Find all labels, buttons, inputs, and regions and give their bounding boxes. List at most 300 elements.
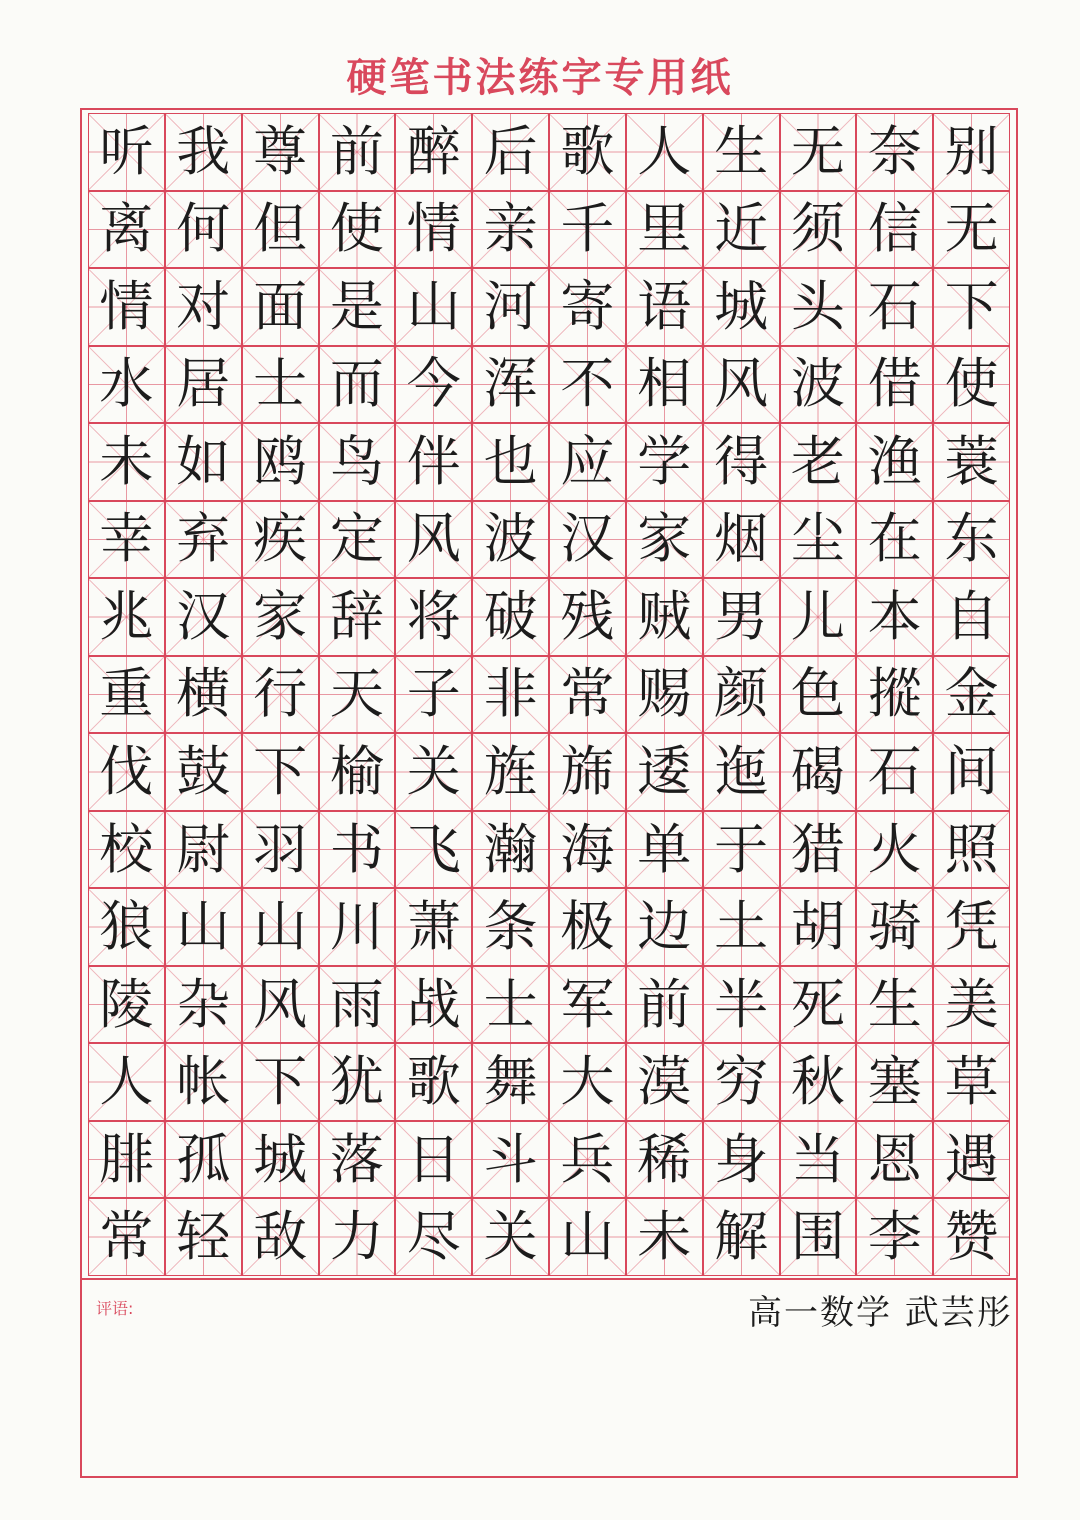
grid-cell bbox=[395, 1121, 472, 1199]
grid-cell bbox=[780, 1121, 857, 1199]
handwritten-character: 稀 bbox=[637, 1127, 692, 1191]
handwritten-character: 头 bbox=[790, 274, 845, 338]
grid-cell bbox=[472, 656, 549, 734]
grid-cell bbox=[242, 191, 319, 269]
grid-cell bbox=[780, 1198, 857, 1276]
handwritten-character: 死 bbox=[790, 972, 845, 1036]
grid-cell bbox=[242, 656, 319, 734]
handwritten-character: 相 bbox=[637, 352, 692, 416]
grid-cell bbox=[549, 578, 626, 656]
handwritten-character: 天 bbox=[329, 662, 384, 726]
handwritten-character: 鼓 bbox=[176, 740, 231, 804]
handwritten-character: 破 bbox=[483, 584, 538, 648]
handwritten-character: 身 bbox=[714, 1127, 769, 1191]
handwritten-character: 学 bbox=[637, 429, 692, 493]
handwritten-character: 家 bbox=[253, 584, 308, 648]
grid-cell bbox=[856, 501, 933, 579]
handwritten-character: 生 bbox=[867, 972, 922, 1036]
handwritten-character: 伐 bbox=[99, 740, 154, 804]
grid-cell bbox=[242, 1043, 319, 1121]
handwritten-character: 凭 bbox=[944, 895, 999, 959]
handwritten-character: 士 bbox=[483, 972, 538, 1036]
grid-cell bbox=[242, 346, 319, 424]
grid-cell bbox=[856, 1121, 933, 1199]
grid-cell bbox=[242, 501, 319, 579]
grid-cell bbox=[933, 268, 1010, 346]
grid-cell bbox=[549, 1043, 626, 1121]
handwritten-character: 极 bbox=[560, 895, 615, 959]
grid-cell bbox=[856, 113, 933, 191]
handwritten-character: 飞 bbox=[406, 817, 461, 881]
handwritten-character: 犹 bbox=[329, 1050, 384, 1114]
grid-cell bbox=[933, 1121, 1010, 1199]
handwritten-character: 大 bbox=[560, 1050, 615, 1114]
handwritten-character: 借 bbox=[867, 352, 922, 416]
grid-cell bbox=[165, 1043, 242, 1121]
handwritten-character: 尽 bbox=[406, 1205, 461, 1269]
handwritten-character: 边 bbox=[637, 895, 692, 959]
handwritten-character: 腓 bbox=[99, 1127, 154, 1191]
handwritten-character: 山 bbox=[253, 895, 308, 959]
grid-cell bbox=[88, 1121, 165, 1199]
handwritten-character: 须 bbox=[790, 197, 845, 261]
handwritten-character: 歌 bbox=[560, 119, 615, 183]
handwritten-character: 听 bbox=[99, 119, 154, 183]
grid-cell bbox=[319, 888, 396, 966]
handwritten-character: 前 bbox=[637, 972, 692, 1036]
handwritten-character: 无 bbox=[944, 197, 999, 261]
handwritten-character: 渔 bbox=[867, 429, 922, 493]
handwritten-character: 使 bbox=[329, 197, 384, 261]
handwritten-character: 水 bbox=[99, 352, 154, 416]
grid-cell bbox=[856, 268, 933, 346]
sheet-title: 硬笔书法练字专用纸 bbox=[346, 54, 734, 101]
grid-cell bbox=[780, 113, 857, 191]
handwritten-character: 雨 bbox=[329, 972, 384, 1036]
handwritten-character: 海 bbox=[560, 817, 615, 881]
handwritten-character: 居 bbox=[176, 352, 231, 416]
grid-cell bbox=[549, 268, 626, 346]
handwritten-character: 孤 bbox=[176, 1127, 231, 1191]
grid-cell bbox=[242, 888, 319, 966]
handwritten-character: 本 bbox=[867, 584, 922, 648]
grid-cell bbox=[472, 888, 549, 966]
grid-cell bbox=[472, 578, 549, 656]
handwritten-character: 男 bbox=[714, 584, 769, 648]
grid-cell bbox=[626, 501, 703, 579]
handwritten-character: 旆 bbox=[560, 740, 615, 804]
handwritten-character: 但 bbox=[253, 197, 308, 261]
grid-cell bbox=[472, 1043, 549, 1121]
grid-cell bbox=[626, 346, 703, 424]
grid-cell bbox=[319, 113, 396, 191]
handwritten-character: 儿 bbox=[790, 584, 845, 648]
grid-cell bbox=[319, 346, 396, 424]
grid-cell bbox=[395, 268, 472, 346]
comment-label: 评语: bbox=[96, 1299, 134, 1318]
grid-cell bbox=[395, 656, 472, 734]
handwritten-character: 今 bbox=[406, 352, 461, 416]
grid-cell bbox=[549, 501, 626, 579]
handwritten-character: 下 bbox=[253, 1050, 308, 1114]
handwritten-character: 尊 bbox=[253, 119, 308, 183]
handwritten-character: 亲 bbox=[483, 197, 538, 261]
grid-cell bbox=[780, 423, 857, 501]
character-grid bbox=[88, 113, 1010, 1276]
grid-cell bbox=[626, 423, 703, 501]
grid-cell bbox=[549, 811, 626, 889]
handwritten-character: 李 bbox=[867, 1205, 922, 1269]
grid-cell bbox=[165, 1198, 242, 1276]
grid-cell bbox=[395, 191, 472, 269]
grid-cell bbox=[549, 113, 626, 191]
handwritten-character: 杂 bbox=[176, 972, 231, 1036]
grid-cell bbox=[626, 191, 703, 269]
handwritten-character: 无 bbox=[790, 119, 845, 183]
grid-cell bbox=[88, 811, 165, 889]
handwritten-character: 舞 bbox=[483, 1050, 538, 1114]
handwritten-character: 行 bbox=[253, 662, 308, 726]
grid-cell bbox=[549, 733, 626, 811]
handwritten-character: 轻 bbox=[176, 1205, 231, 1269]
grid-cell bbox=[549, 966, 626, 1044]
handwritten-character: 迤 bbox=[714, 740, 769, 804]
handwritten-character: 非 bbox=[483, 662, 538, 726]
grid-cell bbox=[933, 1043, 1010, 1121]
handwritten-character: 横 bbox=[176, 662, 231, 726]
grid-cell bbox=[319, 501, 396, 579]
handwritten-character: 下 bbox=[944, 274, 999, 338]
handwritten-character: 赞 bbox=[944, 1205, 999, 1269]
grid-cell bbox=[626, 113, 703, 191]
handwritten-character: 奈 bbox=[867, 119, 922, 183]
handwritten-character: 语 bbox=[637, 274, 692, 338]
handwritten-character: 东 bbox=[944, 507, 999, 571]
grid-cell bbox=[703, 1198, 780, 1276]
handwritten-character: 摐 bbox=[867, 662, 922, 726]
grid-cell bbox=[319, 1198, 396, 1276]
handwritten-character: 幸 bbox=[99, 507, 154, 571]
handwritten-character: 辞 bbox=[329, 584, 384, 648]
handwritten-character: 使 bbox=[944, 352, 999, 416]
handwritten-character: 我 bbox=[176, 119, 231, 183]
handwritten-character: 关 bbox=[483, 1205, 538, 1269]
handwritten-character: 石 bbox=[867, 740, 922, 804]
handwritten-character: 得 bbox=[714, 429, 769, 493]
grid-cell bbox=[703, 423, 780, 501]
handwritten-character: 常 bbox=[99, 1205, 154, 1269]
grid-cell bbox=[242, 113, 319, 191]
handwritten-character: 千 bbox=[560, 197, 615, 261]
grid-cell bbox=[703, 501, 780, 579]
handwritten-character: 将 bbox=[406, 584, 461, 648]
grid-cell bbox=[165, 113, 242, 191]
grid-cell bbox=[703, 966, 780, 1044]
grid-cell bbox=[549, 423, 626, 501]
grid-cell bbox=[242, 966, 319, 1044]
handwritten-character: 生 bbox=[714, 119, 769, 183]
handwritten-character: 浑 bbox=[483, 352, 538, 416]
grid-cell bbox=[88, 966, 165, 1044]
handwritten-character: 人 bbox=[637, 119, 692, 183]
grid-cell bbox=[472, 1121, 549, 1199]
grid-cell bbox=[395, 966, 472, 1044]
handwritten-character: 美 bbox=[944, 972, 999, 1036]
grid-cell bbox=[395, 1198, 472, 1276]
handwritten-character: 风 bbox=[406, 507, 461, 571]
handwritten-character: 骑 bbox=[867, 895, 922, 959]
student-signature: 高一数学 武芸彤 bbox=[748, 1293, 1013, 1333]
grid-cell bbox=[472, 1198, 549, 1276]
grid-cell bbox=[88, 501, 165, 579]
grid-cell bbox=[165, 578, 242, 656]
handwritten-character: 子 bbox=[406, 662, 461, 726]
grid-cell bbox=[472, 268, 549, 346]
handwritten-character: 风 bbox=[714, 352, 769, 416]
grid-cell bbox=[856, 191, 933, 269]
handwritten-character: 醉 bbox=[406, 119, 461, 183]
grid-cell bbox=[780, 966, 857, 1044]
handwritten-character: 关 bbox=[406, 740, 461, 804]
grid-cell bbox=[933, 966, 1010, 1044]
handwritten-character: 重 bbox=[99, 662, 154, 726]
handwritten-character: 歌 bbox=[406, 1050, 461, 1114]
handwritten-character: 陵 bbox=[99, 972, 154, 1036]
handwritten-character: 近 bbox=[714, 197, 769, 261]
grid-cell bbox=[319, 811, 396, 889]
grid-cell bbox=[88, 268, 165, 346]
grid-cell bbox=[856, 811, 933, 889]
handwritten-character: 城 bbox=[253, 1127, 308, 1191]
grid-cell bbox=[933, 656, 1010, 734]
handwritten-character: 土 bbox=[714, 895, 769, 959]
handwritten-character: 色 bbox=[790, 662, 845, 726]
handwritten-character: 而 bbox=[329, 352, 384, 416]
handwritten-character: 城 bbox=[714, 274, 769, 338]
handwritten-character: 未 bbox=[99, 429, 154, 493]
handwritten-character: 解 bbox=[714, 1205, 769, 1269]
handwritten-character: 帐 bbox=[176, 1050, 231, 1114]
handwritten-character: 敌 bbox=[253, 1205, 308, 1269]
handwritten-character: 围 bbox=[790, 1205, 845, 1269]
grid-cell bbox=[88, 1198, 165, 1276]
handwritten-character: 烟 bbox=[714, 507, 769, 571]
grid-cell bbox=[780, 268, 857, 346]
grid-cell bbox=[242, 1198, 319, 1276]
grid-cell bbox=[626, 811, 703, 889]
grid-cell bbox=[549, 1121, 626, 1199]
grid-cell bbox=[88, 346, 165, 424]
grid-cell bbox=[319, 1121, 396, 1199]
handwritten-character: 榆 bbox=[329, 740, 384, 804]
grid-cell bbox=[395, 733, 472, 811]
grid-cell bbox=[933, 888, 1010, 966]
grid-cell bbox=[549, 888, 626, 966]
grid-cell bbox=[88, 656, 165, 734]
handwritten-character: 信 bbox=[867, 197, 922, 261]
handwritten-character: 对 bbox=[176, 274, 231, 338]
grid-cell bbox=[165, 423, 242, 501]
handwritten-character: 恩 bbox=[867, 1127, 922, 1191]
grid-cell bbox=[703, 578, 780, 656]
grid-cell bbox=[780, 656, 857, 734]
handwritten-character: 在 bbox=[867, 507, 922, 571]
grid-cell bbox=[780, 811, 857, 889]
handwritten-character: 不 bbox=[560, 352, 615, 416]
handwritten-character: 逶 bbox=[637, 740, 692, 804]
grid-cell bbox=[703, 888, 780, 966]
handwritten-character: 战 bbox=[406, 972, 461, 1036]
handwritten-character: 鸟 bbox=[329, 429, 384, 493]
handwritten-character: 日 bbox=[406, 1127, 461, 1191]
handwritten-character: 遇 bbox=[944, 1127, 999, 1191]
grid-cell bbox=[395, 811, 472, 889]
grid-cell bbox=[165, 656, 242, 734]
grid-cell bbox=[626, 656, 703, 734]
grid-cell bbox=[703, 1043, 780, 1121]
grid-cell bbox=[319, 733, 396, 811]
grid-cell bbox=[549, 656, 626, 734]
handwritten-character: 如 bbox=[176, 429, 231, 493]
grid-cell bbox=[395, 1043, 472, 1121]
grid-cell bbox=[703, 733, 780, 811]
grid-cell bbox=[626, 578, 703, 656]
handwritten-character: 下 bbox=[253, 740, 308, 804]
handwritten-character: 情 bbox=[406, 197, 461, 261]
handwritten-character: 火 bbox=[867, 817, 922, 881]
grid-cell bbox=[165, 346, 242, 424]
grid-cell bbox=[165, 501, 242, 579]
handwritten-character: 未 bbox=[637, 1205, 692, 1269]
handwritten-character: 波 bbox=[483, 507, 538, 571]
grid-cell bbox=[88, 191, 165, 269]
grid-cell bbox=[88, 423, 165, 501]
handwritten-character: 草 bbox=[944, 1050, 999, 1114]
grid-cell bbox=[626, 888, 703, 966]
grid-cell bbox=[626, 1043, 703, 1121]
grid-cell bbox=[319, 423, 396, 501]
handwritten-character: 常 bbox=[560, 662, 615, 726]
handwritten-character: 也 bbox=[483, 429, 538, 493]
grid-cell bbox=[780, 733, 857, 811]
grid-cell bbox=[626, 268, 703, 346]
grid-cell bbox=[395, 578, 472, 656]
grid-cell bbox=[933, 1198, 1010, 1276]
grid-cell bbox=[856, 1198, 933, 1276]
grid-cell bbox=[703, 346, 780, 424]
grid-cell bbox=[319, 1043, 396, 1121]
grid-cell bbox=[856, 733, 933, 811]
handwritten-character: 山 bbox=[176, 895, 231, 959]
grid-cell bbox=[319, 578, 396, 656]
handwritten-character: 风 bbox=[253, 972, 308, 1036]
handwritten-character: 尉 bbox=[176, 817, 231, 881]
handwritten-character: 军 bbox=[560, 972, 615, 1036]
handwritten-character: 山 bbox=[406, 274, 461, 338]
handwritten-character: 石 bbox=[867, 274, 922, 338]
grid-cell bbox=[856, 966, 933, 1044]
grid-cell bbox=[549, 191, 626, 269]
grid-cell bbox=[780, 578, 857, 656]
handwritten-character: 羽 bbox=[253, 817, 308, 881]
handwritten-character: 兵 bbox=[560, 1127, 615, 1191]
handwritten-character: 力 bbox=[329, 1205, 384, 1269]
handwritten-character: 家 bbox=[637, 507, 692, 571]
grid-cell bbox=[933, 346, 1010, 424]
grid-cell bbox=[242, 578, 319, 656]
grid-cell bbox=[472, 113, 549, 191]
grid-cell bbox=[395, 423, 472, 501]
grid-cell bbox=[856, 888, 933, 966]
handwritten-character: 旌 bbox=[483, 740, 538, 804]
grid-cell bbox=[703, 1121, 780, 1199]
grid-cell bbox=[472, 423, 549, 501]
grid-cell bbox=[165, 733, 242, 811]
handwritten-character: 士 bbox=[253, 352, 308, 416]
grid-cell bbox=[472, 346, 549, 424]
grid-cell bbox=[933, 733, 1010, 811]
handwritten-character: 残 bbox=[560, 584, 615, 648]
handwritten-character: 间 bbox=[944, 740, 999, 804]
grid-cell bbox=[780, 888, 857, 966]
grid-cell bbox=[165, 1121, 242, 1199]
handwritten-character: 伴 bbox=[406, 429, 461, 493]
handwritten-character: 贼 bbox=[637, 584, 692, 648]
handwritten-character: 何 bbox=[176, 197, 231, 261]
grid-cell bbox=[165, 268, 242, 346]
grid-cell bbox=[933, 501, 1010, 579]
grid-cell bbox=[933, 113, 1010, 191]
handwritten-character: 单 bbox=[637, 817, 692, 881]
grid-cell bbox=[472, 501, 549, 579]
handwritten-character: 半 bbox=[714, 972, 769, 1036]
handwritten-character: 穷 bbox=[714, 1050, 769, 1114]
handwritten-character: 别 bbox=[944, 119, 999, 183]
grid-cell bbox=[242, 733, 319, 811]
grid-cell bbox=[856, 346, 933, 424]
grid-cell bbox=[626, 966, 703, 1044]
handwritten-character: 瀚 bbox=[483, 817, 538, 881]
grid-cell bbox=[703, 811, 780, 889]
grid-cell bbox=[242, 811, 319, 889]
handwritten-character: 照 bbox=[944, 817, 999, 881]
comment-divider bbox=[80, 1278, 1018, 1280]
grid-cell bbox=[242, 1121, 319, 1199]
grid-cell bbox=[242, 268, 319, 346]
grid-cell bbox=[626, 1121, 703, 1199]
handwritten-character: 里 bbox=[637, 197, 692, 261]
grid-cell bbox=[780, 346, 857, 424]
handwritten-character: 川 bbox=[329, 895, 384, 959]
grid-cell bbox=[626, 733, 703, 811]
handwritten-character: 秋 bbox=[790, 1050, 845, 1114]
grid-cell bbox=[933, 811, 1010, 889]
grid-cell bbox=[856, 656, 933, 734]
grid-cell bbox=[88, 1043, 165, 1121]
grid-cell bbox=[933, 191, 1010, 269]
grid-cell bbox=[395, 501, 472, 579]
handwritten-character: 猎 bbox=[790, 817, 845, 881]
handwritten-character: 寄 bbox=[560, 274, 615, 338]
handwritten-character: 离 bbox=[99, 197, 154, 261]
handwritten-character: 尘 bbox=[790, 507, 845, 571]
grid-cell bbox=[319, 966, 396, 1044]
grid-cell bbox=[472, 966, 549, 1044]
handwritten-character: 于 bbox=[714, 817, 769, 881]
handwritten-character: 落 bbox=[329, 1127, 384, 1191]
handwritten-character: 蓑 bbox=[944, 429, 999, 493]
grid-cell bbox=[395, 113, 472, 191]
